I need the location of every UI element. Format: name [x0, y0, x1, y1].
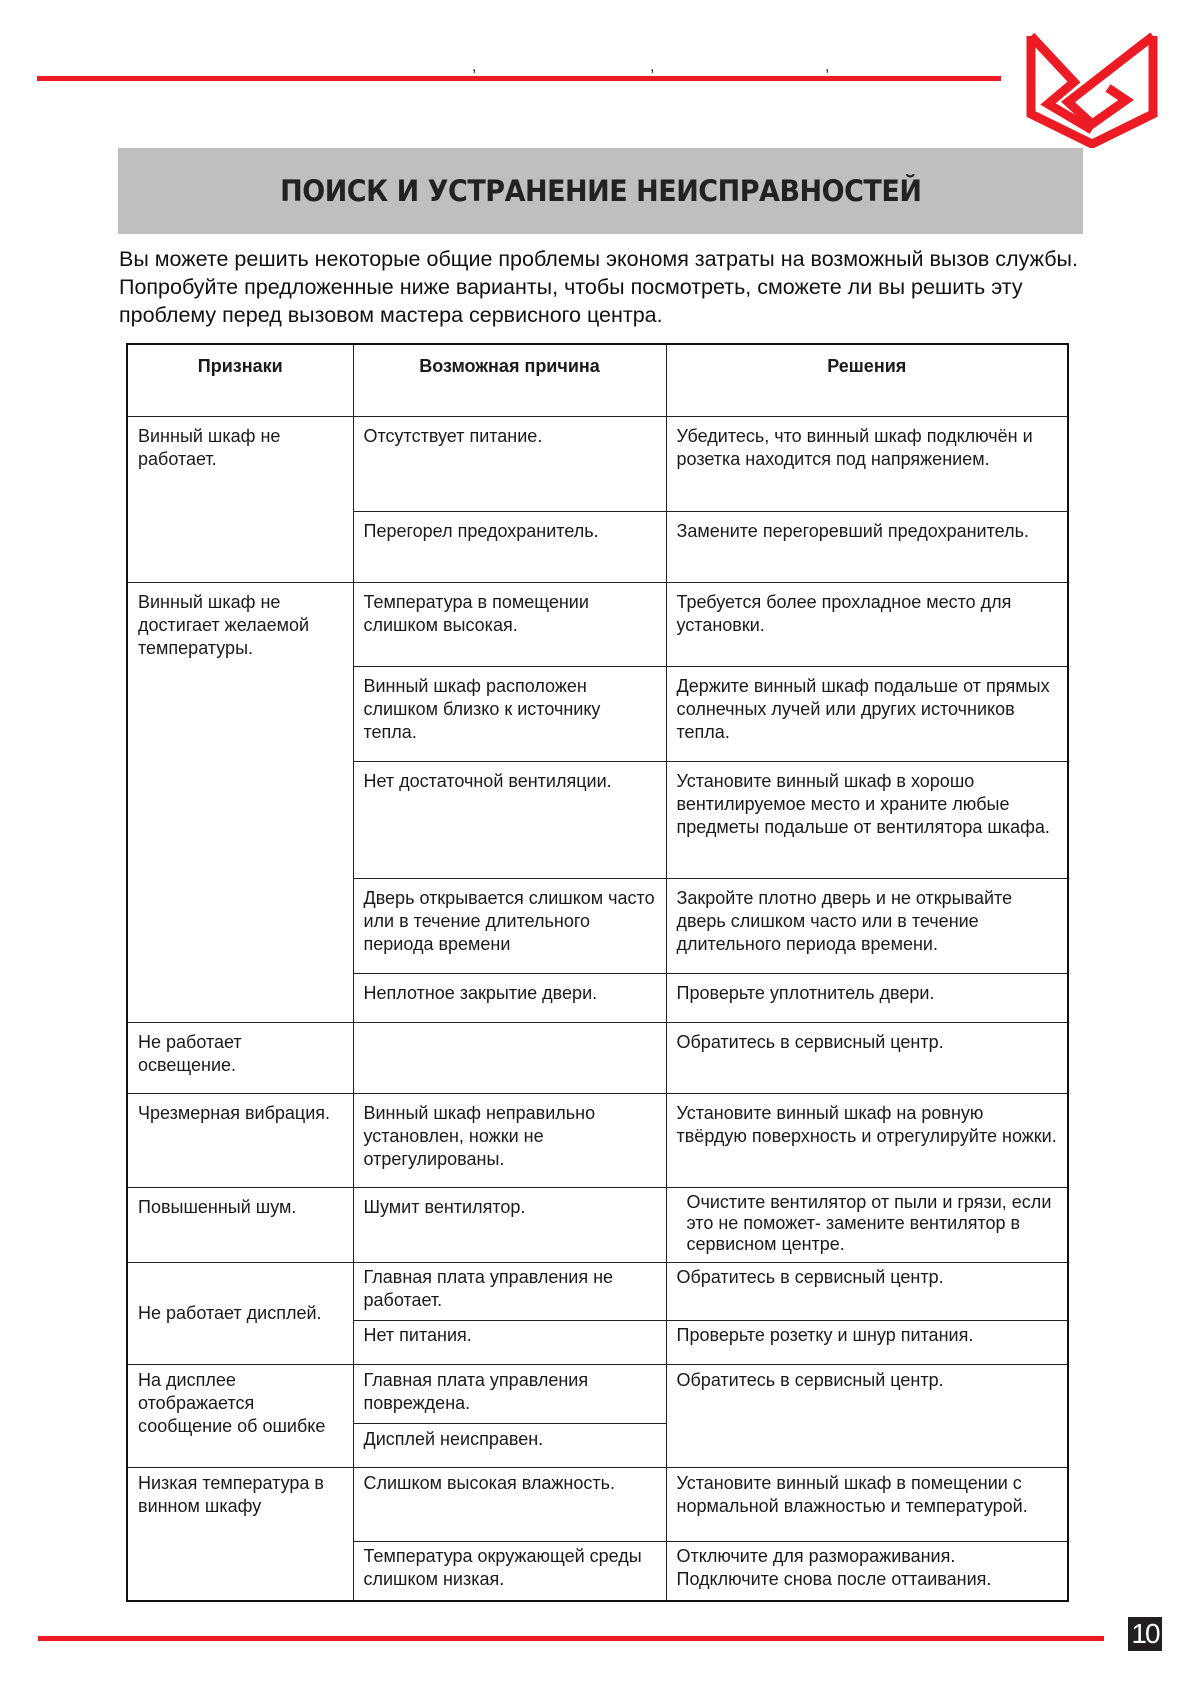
- symptom-cell: Винный шкаф не достигает желаемой температуры.: [127, 582, 353, 1022]
- table-row: [127, 1262, 1068, 1320]
- cause-cell: Слишком высокая влажность.: [353, 1467, 666, 1541]
- header-rule: [37, 76, 1001, 81]
- cause-cell: Отсутствует питание.: [353, 416, 666, 511]
- cause-cell: Температура окружающей среды слишком низкая.: [353, 1541, 666, 1601]
- cause-cell: [353, 1022, 666, 1093]
- column-header: Решения: [666, 344, 1068, 416]
- solution-cell: Убедитесь, что винный шкаф подключён и розетка находится под напряжением.: [666, 416, 1068, 511]
- table-header-row: [127, 344, 1068, 416]
- column-header: Возможная причина: [353, 344, 666, 416]
- solution-cell: Установите винный шкаф в хорошо вентилируемое место и храните любые предметы подальше от вентилятора шкафа.: [666, 761, 1068, 878]
- symptom-cell: Чрезмерная вибрация.: [127, 1093, 353, 1187]
- solution-cell: Отключите для размораживания. Подключите снова после оттаивания.: [666, 1541, 1068, 1601]
- table-row: [127, 1364, 1068, 1423]
- symptom-cell: Не работает освещение.: [127, 1022, 353, 1093]
- table-row: [127, 1093, 1068, 1187]
- cause-cell: Нет достаточной вентиляции.: [353, 761, 666, 878]
- solution-cell: Требуется более прохладное место для установки.: [666, 582, 1068, 666]
- symptom-cell: Не работает дисплей.: [127, 1262, 353, 1364]
- intro-text: Вы можете решить некоторые общие проблемы экономя затраты на возможный вызов службы. Попробуйте предложенные ниже варианты, чтобы посмотреть, сможете ли вы решить эту проблему перед вызовом мастера сервисного центра.: [119, 247, 1078, 327]
- solution-cell: Обратитесь в сервисный центр.: [666, 1262, 1068, 1320]
- page-title: ПОИСК И УСТРАНЕНИЕ НЕИСПРАВНОСТЕЙ: [279, 174, 922, 208]
- footer-rule: [38, 1636, 1104, 1641]
- symptom-cell: На дисплее отображается сообщение об ошибке: [127, 1364, 353, 1467]
- table-row: [127, 1467, 1068, 1541]
- header-comma: ,: [825, 58, 830, 75]
- cause-cell: Неплотное закрытие двери.: [353, 973, 666, 1022]
- cause-cell: Температура в помещении слишком высокая.: [353, 582, 666, 666]
- solution-cell: Замените перегоревший предохранитель.: [666, 511, 1068, 582]
- brand-logo-icon: [1026, 32, 1158, 148]
- title-banner: [118, 148, 1083, 234]
- symptom-cell: Низкая температура в винном шкафу: [127, 1467, 353, 1601]
- cause-cell: Винный шкаф неправильно установлен, ножки не отрегулированы.: [353, 1093, 666, 1187]
- solution-cell: Обратитесь в сервисный центр.: [666, 1364, 1068, 1467]
- table-row: [127, 416, 1068, 511]
- solution-cell: Обратитесь в сервисный центр.: [666, 1022, 1068, 1093]
- cause-cell: Винный шкаф расположен слишком близко к источнику тепла.: [353, 666, 666, 761]
- header-comma: ,: [650, 58, 655, 75]
- cause-cell: Перегорел предохранитель.: [353, 511, 666, 582]
- solution-cell: Проверьте уплотнитель двери.: [666, 973, 1068, 1022]
- table-row: [127, 1187, 1068, 1262]
- solution-cell: Проверьте розетку и шнур питания.: [666, 1320, 1068, 1364]
- table-row: [127, 1022, 1068, 1093]
- table-row: [127, 582, 1068, 666]
- solution-cell: Закройте плотно дверь и не открывайте дверь слишком часто или в течение длительного периода времени.: [666, 878, 1068, 973]
- page-number: 10: [1128, 1617, 1162, 1651]
- symptom-cell: Винный шкаф не работает.: [127, 416, 353, 582]
- column-header: Признаки: [127, 344, 353, 416]
- cause-cell: Нет питания.: [353, 1320, 666, 1364]
- troubleshooting-table: [126, 343, 1069, 1602]
- header-comma: ,: [472, 58, 477, 75]
- solution-cell: Установите винный шкаф на ровную твёрдую поверхность и отрегулируйте ножки.: [666, 1093, 1068, 1187]
- cause-cell: Главная плата управления не работает.: [353, 1262, 666, 1320]
- cause-cell: Дисплей неисправен.: [353, 1423, 666, 1467]
- cause-cell: Шумит вентилятор.: [353, 1187, 666, 1262]
- cause-cell: Главная плата управления повреждена.: [353, 1364, 666, 1423]
- cause-cell: Дверь открывается слишком часто или в течение длительного периода времени: [353, 878, 666, 973]
- solution-cell: Установите винный шкаф в помещении с нормальной влажностью и температурой.: [666, 1467, 1068, 1541]
- solution-cell: Держите винный шкаф подальше от прямых солнечных лучей или других источников тепла.: [666, 666, 1068, 761]
- symptom-cell: Повышенный шум.: [127, 1187, 353, 1262]
- solution-cell: Очистите вентилятор от пыли и грязи, если это не поможет- замените вентилятор в сервисном центре.: [666, 1187, 1068, 1262]
